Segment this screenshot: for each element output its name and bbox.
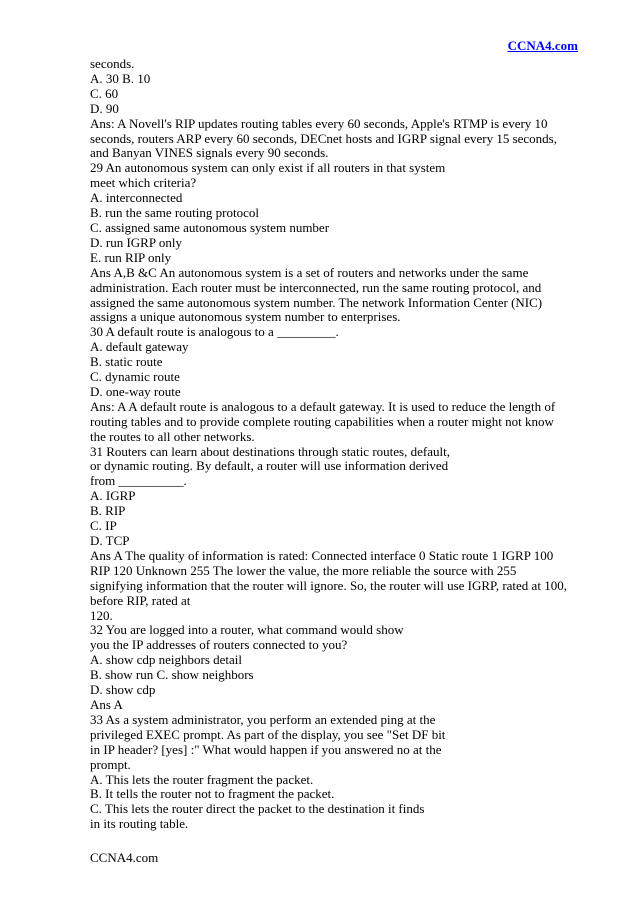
footer-text: CCNA4.com	[90, 850, 159, 865]
text-line: in its routing table.	[90, 816, 189, 832]
text-line: the routes to all other networks.	[90, 428, 255, 444]
text-line: assigns a unique autonomous system number to enterprises.	[90, 309, 401, 325]
text-line: and Banyan VINES signals every 90 seconds.	[90, 145, 329, 161]
text-line: 33 As a system administrator, you perform an extended ping at the	[90, 711, 436, 727]
text-line: seconds, routers ARP every 60 seconds, DECnet hosts and IGRP signal every 15 seconds,	[90, 130, 557, 146]
text-line: A. interconnected	[90, 190, 183, 206]
text-line: B. It tells the router not to fragment the packet.	[90, 786, 335, 802]
text-line: RIP 120 Unknown 255 The lower the value, the more reliable the source with 255	[90, 562, 517, 578]
text-line: 120.	[90, 607, 113, 623]
text-line: seconds.	[90, 56, 135, 71]
text-line: Ans A The quality of information is rated: Connected interface 0 Static route 1 IGRP 100	[90, 547, 554, 563]
text-line: 32 You are logged into a router, what command would show	[90, 622, 404, 638]
text-line: C. assigned same autonomous system number	[90, 219, 330, 235]
text-line: you the IP addresses of routers connected to you?	[90, 637, 348, 653]
text-line: C. 60	[90, 85, 119, 101]
text-line: administration. Each router must be interconnected, run the same routing protocol, and	[90, 279, 542, 295]
text-line: or dynamic routing. By default, a router will use information derived	[90, 458, 449, 474]
text-line: meet which criteria?	[90, 175, 197, 191]
text-line: B. run the same routing protocol	[90, 205, 259, 221]
text-line: C. dynamic route	[90, 369, 180, 385]
text-line: E. run RIP only	[90, 249, 172, 265]
text-line: privileged EXEC prompt. As part of the display, you see "Set DF bit	[90, 726, 446, 742]
text-line: from __________.	[90, 473, 187, 489]
text-line: 29 An autonomous system can only exist if all routers in that system	[90, 160, 446, 176]
text-line: assigned the same autonomous system number. The network Information Center (NIC)	[90, 294, 543, 310]
text-line: D. run IGRP only	[90, 234, 182, 250]
text-line: Ans A,B &C An autonomous system is a set of routers and networks under the same	[90, 264, 529, 280]
text-line: B. show run C. show neighbors	[90, 667, 254, 683]
document-body	[90, 57, 590, 832]
text-line: B. RIP	[90, 503, 126, 519]
text-line: D. one-way route	[90, 383, 181, 399]
text-line: Ans A	[90, 696, 123, 712]
text-line: Ans: A Novell's RIP updates routing tables every 60 seconds, Apple's RTMP is every 10	[90, 115, 548, 131]
text-line: prompt.	[90, 756, 131, 772]
text-line: B. static route	[90, 354, 163, 370]
text-line: 31 Routers can learn about destinations through static routes, default,	[90, 443, 450, 459]
text-line: Ans: A A default route is analogous to a default gateway. It is used to reduce the length of	[90, 398, 556, 414]
text-line: A. 30 B. 10	[90, 70, 151, 86]
text-line: routing tables and to provide complete routing capabilities when a router might not know	[90, 413, 554, 429]
text-line: in IP header? [yes] :" What would happen if you answered no at the	[90, 741, 442, 757]
text-line: 30 A default route is analogous to a _________.	[90, 324, 339, 340]
text-line: A. default gateway	[90, 339, 189, 355]
text-line: C. This lets the router direct the packet to the destination it finds	[90, 801, 425, 817]
text-line: signifying information that the router will ignore. So, the router will use IGRP, rated at 100,	[90, 577, 567, 593]
header-site-link[interactable]: CCNA4.com	[507, 38, 578, 53]
text-line: A. show cdp neighbors detail	[90, 652, 243, 668]
text-line: C. IP	[90, 518, 117, 534]
text-line: before RIP, rated at	[90, 592, 191, 608]
text-line: D. TCP	[90, 533, 130, 548]
text-line: A. IGRP	[90, 488, 136, 504]
text-line: D. 90	[90, 100, 119, 116]
text-line: A. This lets the router fragment the packet.	[90, 771, 314, 787]
text-line: D. show cdp	[90, 682, 156, 698]
